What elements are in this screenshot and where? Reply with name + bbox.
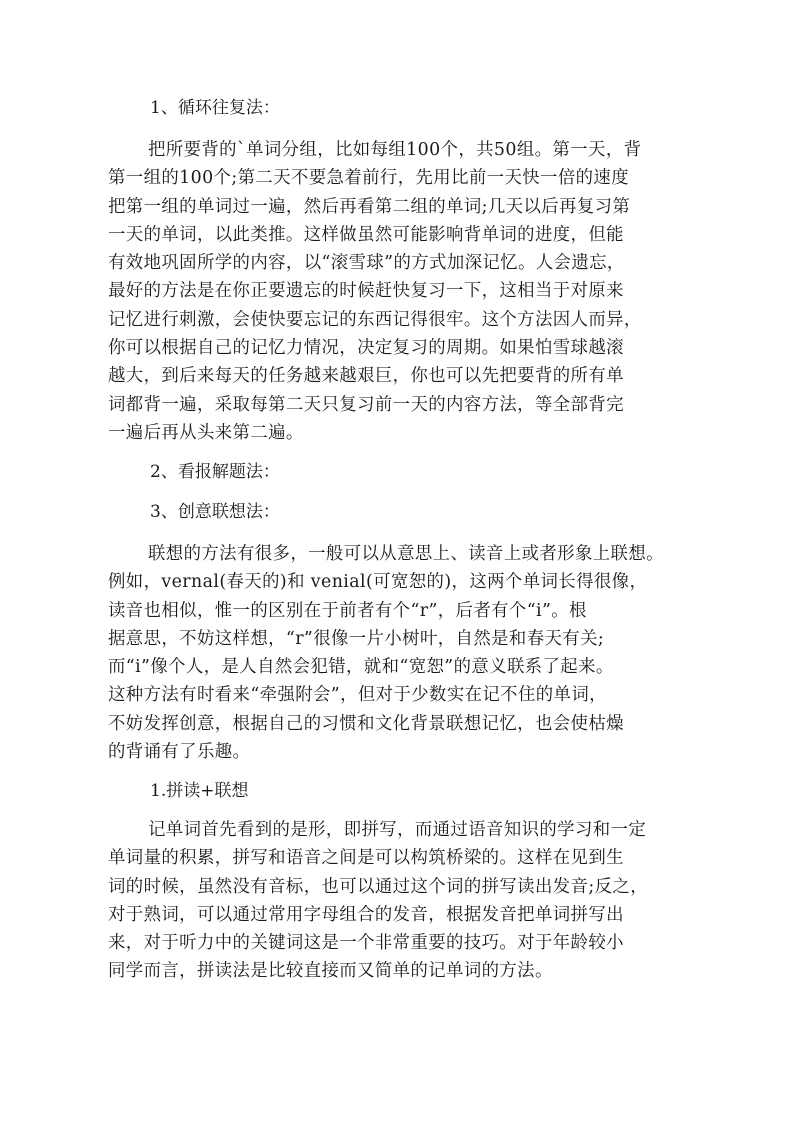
paragraph-line: 记忆进行刺激，会使快要忘记的东西记得很牢。这个方法因人而异，	[108, 309, 642, 330]
paragraph-line: 把第一组的单词过一遍，然后再看第二组的单词;几天以后再复习第	[108, 196, 631, 217]
paragraph-line: 联想的方法有很多，一般可以从意思上、读音上或者形象上联想。	[148, 544, 664, 564]
paragraph-line: 同学而言，拼读法是比较直接而又简单的记单词的方法。	[108, 961, 553, 982]
paragraph-line: 越大，到后来每天的任务越来越艰巨，你也可以先把要背的所有单	[108, 366, 624, 387]
paragraph-line: 不妨发挥创意，根据自己的习惯和文化背景联想记忆，也会使枯燥	[108, 713, 624, 734]
paragraph-section-1	[108, 136, 708, 447]
paragraph-line: 记单词首先看到的是形，即拼写，而通过语音知识的学习和一定	[148, 820, 647, 840]
paragraph-line: 第一组的100个;第二天不要急着前行，先用比前一天快一倍的速度	[108, 168, 630, 189]
paragraph-line: 词的时候，虽然没有音标，也可以通过这个词的拼写读出发音;反之，	[108, 876, 648, 897]
paragraph-line: 对于熟词，可以通过常用字母组合的发音，根据发音把单词拼写出	[108, 904, 624, 925]
paragraph-line: 最好的方法是在你正要遗忘的时候赶快复习一下，这相当于对原来	[108, 281, 624, 302]
paragraph-section-4	[108, 816, 708, 986]
paragraph-line: 有效地巩固所学的内容，以“滚雪球”的方式加深记忆。人会遗忘，	[108, 253, 625, 274]
paragraph-line: 把所要背的`单词分组，比如每组100个，共50组。第一天，背	[148, 140, 642, 160]
paragraph-line: 读音也相似，惟一的区别在于前者有个“r”，后者有个“i”。根	[108, 600, 587, 621]
paragraph-line: 一遍后再从头来第二遍。	[108, 422, 304, 443]
paragraph-line: 据意思，不妨这样想，“r”很像一片小树叶，自然是和春天有关;	[108, 628, 605, 649]
paragraph-line: 单词量的积累，拼写和语音之间是可以构筑桥梁的。这样在见到生	[108, 848, 624, 869]
paragraph-line: 的背诵有了乐趣。	[108, 742, 251, 763]
paragraph-line: 词都背一遍，采取每第二天只复习前一天的内容方法，等全部背完	[108, 394, 624, 415]
section-heading-4: 1.拼读+联想	[150, 781, 249, 801]
section-heading-2: 2、看报解题法：	[150, 462, 280, 482]
paragraph-line: 这种方法有时看来“牵强附会”，但对于少数实在记不住的单词，	[108, 685, 607, 706]
paragraph-section-3	[108, 540, 708, 766]
paragraph-line: 一天的单词，以此类推。这样做虽然可能影响背单词的进度，但能	[108, 224, 624, 245]
section-heading-3: 3、创意联想法：	[150, 502, 280, 522]
paragraph-line: 你可以根据自己的记忆力情况，决定复习的周期。如果怕雪球越滚	[108, 338, 624, 359]
section-heading-1: 1、循环往复法：	[150, 98, 280, 118]
paragraph-line: 而“i”像个人，是人自然会犯错，就和“宽恕”的意义联系了起来。	[108, 657, 614, 678]
paragraph-line: 例如，vernal(春天的)和 venial(可宽恕的)，这两个单词长得很像，	[108, 572, 648, 593]
paragraph-line: 来，对于听力中的关键词这是一个非常重要的技巧。对于年龄较小	[108, 933, 624, 954]
